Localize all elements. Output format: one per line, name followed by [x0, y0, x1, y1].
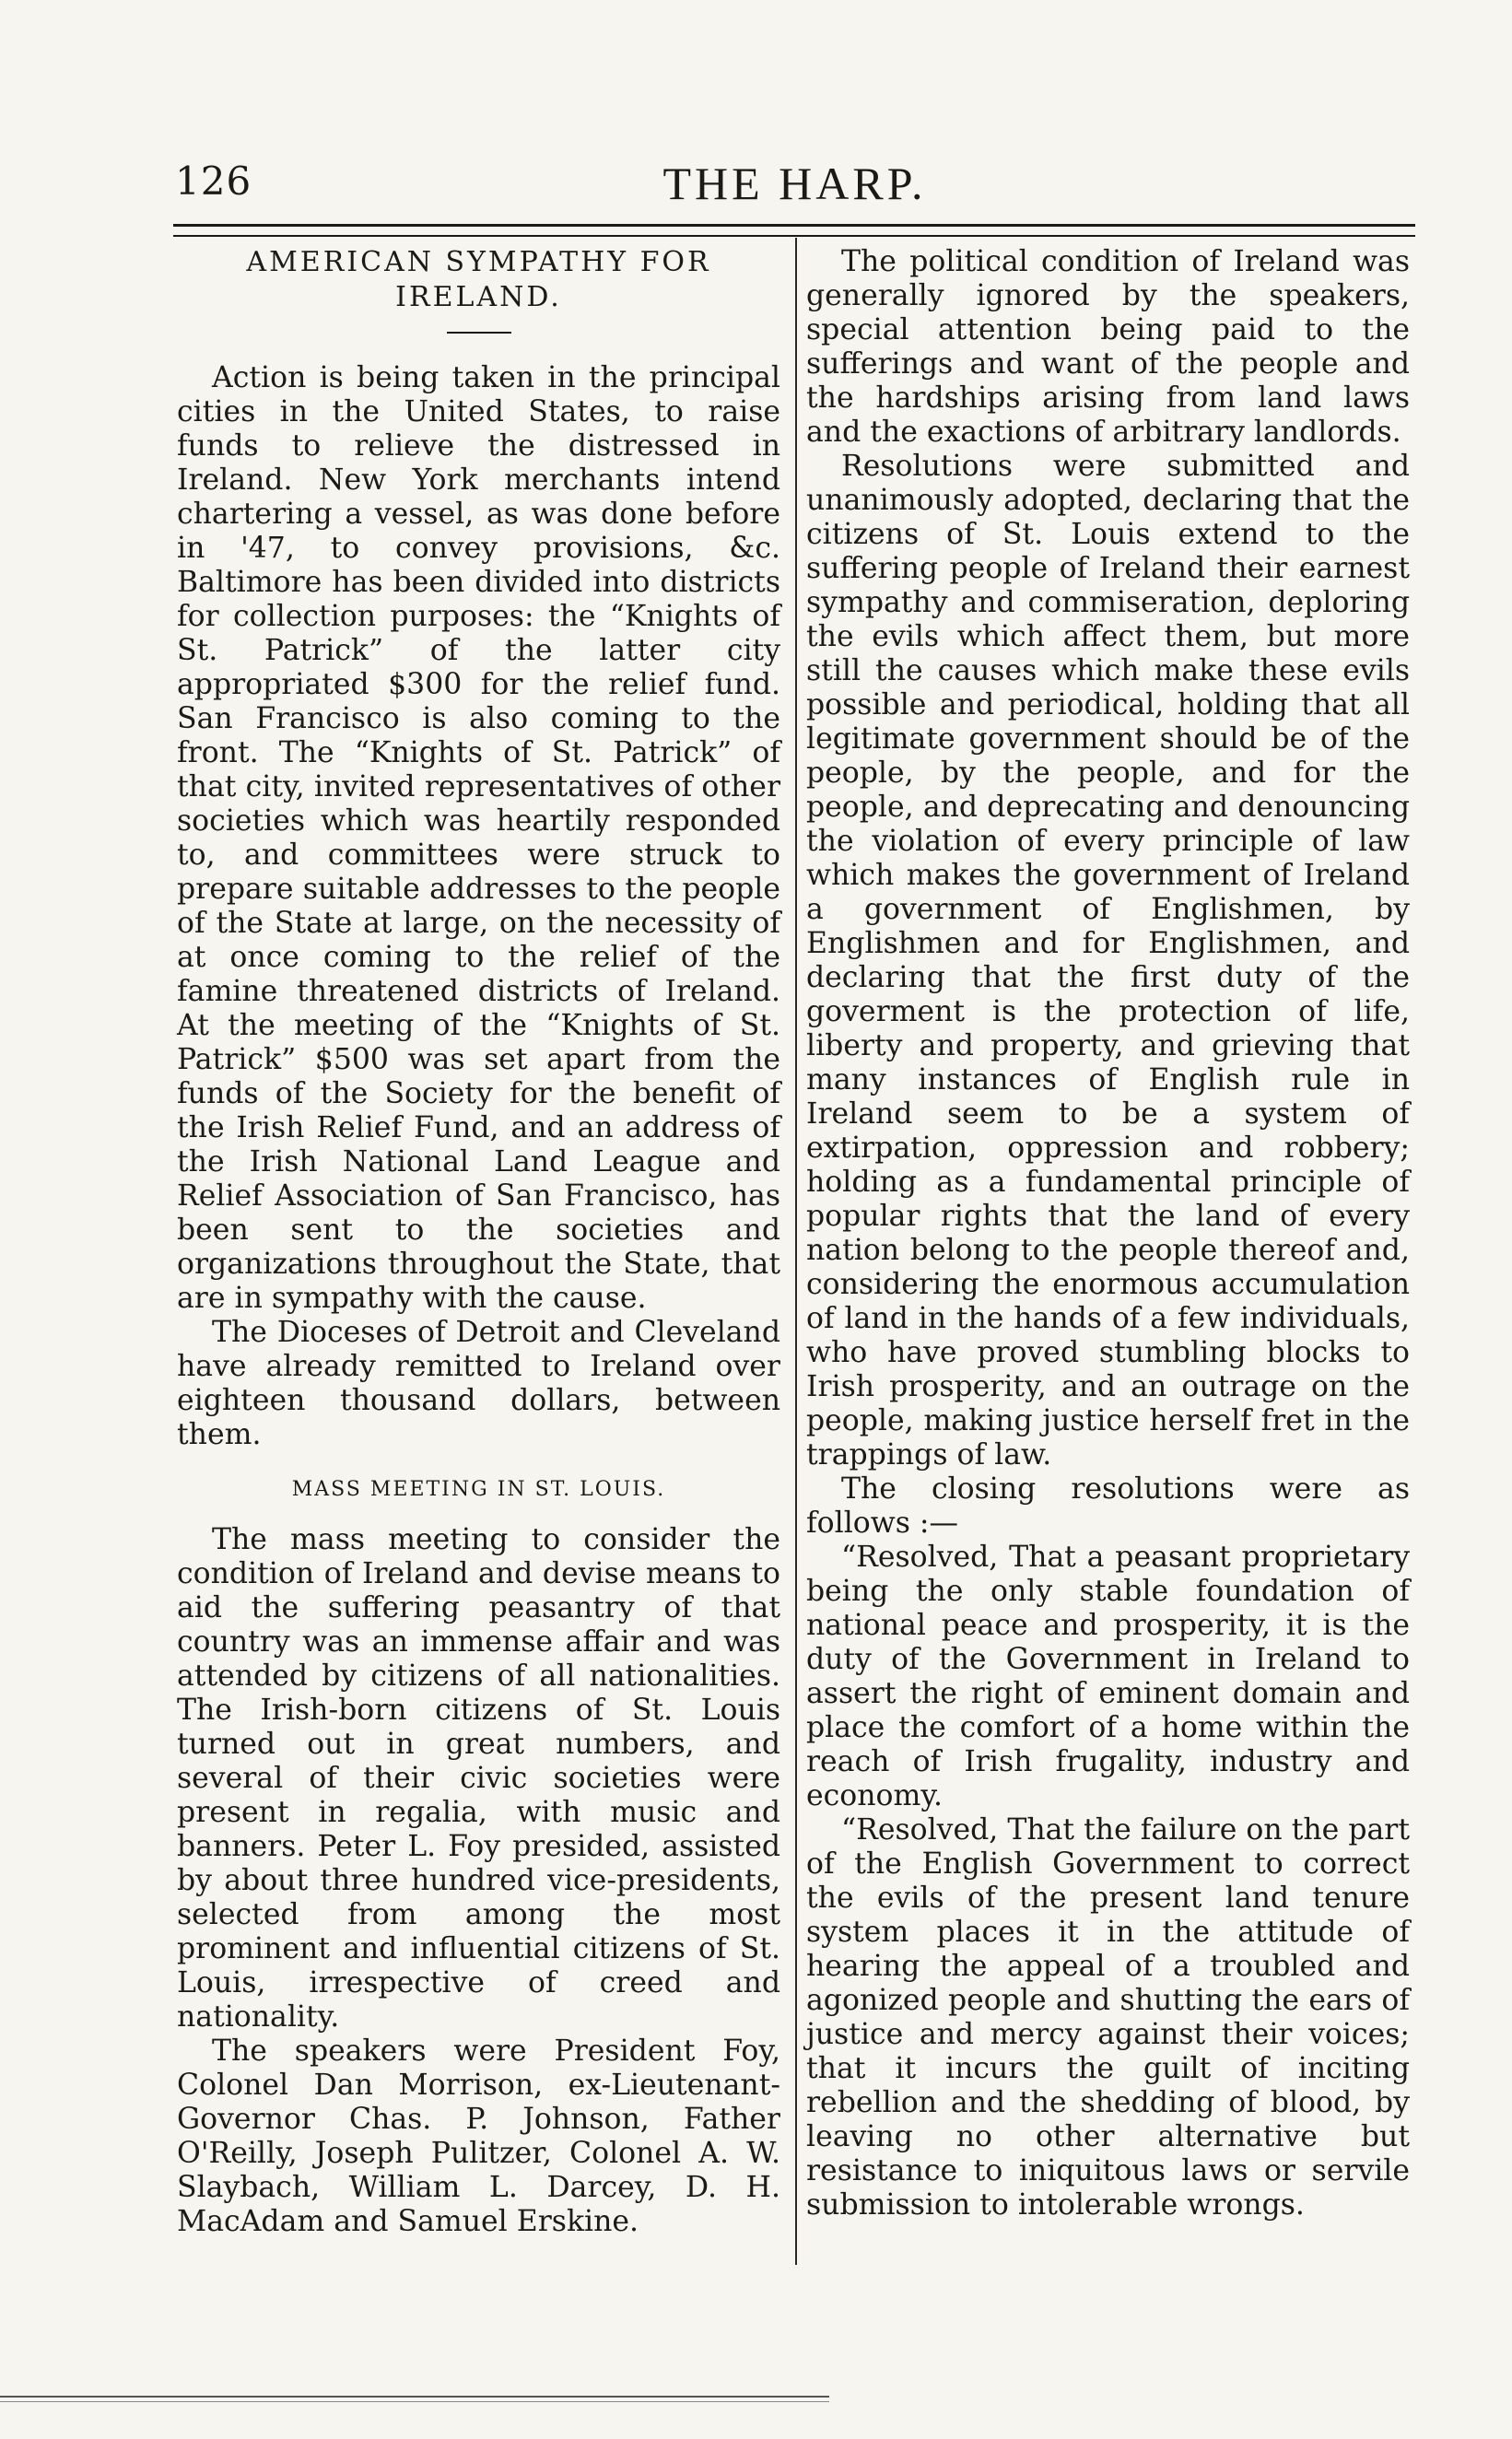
paragraph: Resolutions were submitted and unanimously adopted, declaring that the citizens of St. Louis extend to the suffering people of Ireland their earnest sympathy and commiseration, deploring the evils which affect them, but more still the causes which make these evils possible and periodical, holding that all legitimate government should be of the people, by the people, and for the people, and deprecating and denouncing the violation of every principle of law which makes the government of Ireland a government of Englishmen, by Englishmen and for Englishmen, and declaring that the first duty of the goverment is the protection of life, liberty and property, and grieving that many instances of English rule in Ireland seem to be a system of extirpation, oppression and robbery; holding as a fundamental principle of popular rights that the land of every nation belong to the people thereof and, considering the enormous accumulation of land in the hands of a few individuals, who have proved stumbling blocks to Irish prosperity, and an outrage on the people, making justice herself fret in the trappings of law. — [806, 450, 1410, 1472]
paragraph: The Dioceses of Detroit and Cleveland have already remitted to Ireland over eighteen thousand dollars, between them. — [177, 1316, 780, 1451]
paragraph: Action is being taken in the principal cities in the United States, to raise funds to relieve the distressed in Ireland. New York merchants intend chartering a vessel, as was done before in '47, to convey provisions, &c. Baltimore has been divided into districts for collection purposes: the “Knights of St. Patrick” of the latter city appropriated $300 for the relief fund. San Francisco is also coming to the front. The “Knights of St. Patrick” of that city, invited representatives of other societies which was heartily responded to, and committees were struck to prepare suitable addresses to the people of the State at large, on the necessity of at once coming to the relief of the famine threatened districts of Ireland. At the meeting of the “Knights of St. Patrick” $500 was set apart from the funds of the Society for the benefit of the Irish Relief Fund, and an address of the Irish National Land League and Relief Association of San Francisco, has been sent to the societies and organizations throughout the State, that are in sympathy with the cause. — [177, 361, 780, 1315]
header-double-rule — [173, 224, 1415, 237]
section-subheading: MASS MEETING IN ST. LOUIS. — [291, 1478, 666, 1501]
paragraph: The political condition of Ireland was generally ignored by the speakers, special attention being paid to the sufferings and want of the people and the hardships arising from land laws and the exactions of arbitrary landlords. — [806, 245, 1410, 449]
resolution-paragraph: “Resolved, That the failure on the part of the English Government to correct the evils of the present land tenure system places it in the attitude of hearing the appeal of a troubled and agonized people and shutting the ears of justice and mercy against their voices; that it incurs the guilt of inciting rebellion and the shedding of blood, by leaving no other alternative but resistance to iniquitous laws or servile submission to intolerable wrongs. — [806, 1813, 1410, 2222]
paragraph: The speakers were President Foy, Colonel Dan Morrison, ex-Lieutenant-Governor Chas. P. Johnson, Father O'Reilly, Joseph Pulitzer, Colonel A. W. Slaybach, William L. Darcey, D. H. MacAdam and Samuel Erskine. — [177, 2034, 780, 2238]
page-header — [175, 147, 1414, 221]
paragraph: The mass meeting to consider the condition of Ireland and devise means to aid the suffering peasantry of that country was an immense affair and was attended by citizens of all nationalities. The Irish-born citizens of St. Louis turned out in great numbers, and several of their civic societies were present in regalia, with music and banners. Peter L. Foy presided, assisted by about three hundred vice-presidents, selected from among the most prominent and influential citizens of St. Louis, irrespective of creed and nationality. — [177, 1523, 780, 2034]
article-title: AMERICAN SYMPATHY FOR IRELAND. — [246, 246, 711, 313]
left-column — [177, 245, 780, 2239]
resolution-paragraph: “Resolved, That a peasant proprietary being the only stable foundation of national peace and prosperity, it is the duty of the Government in Ireland to assert the right of eminent domain and place the comfort of a home within the reach of Irish frugality, industry and economy. — [806, 1541, 1410, 1812]
title-rule — [447, 332, 511, 334]
column-divider — [795, 238, 797, 2265]
masthead-title: THE HARP. — [662, 158, 927, 209]
page-number: 126 — [175, 158, 252, 204]
paragraph: The closing resolutions were as follows :— — [806, 1472, 1410, 1540]
right-column — [806, 245, 1410, 2222]
bottom-rule — [0, 2396, 829, 2402]
